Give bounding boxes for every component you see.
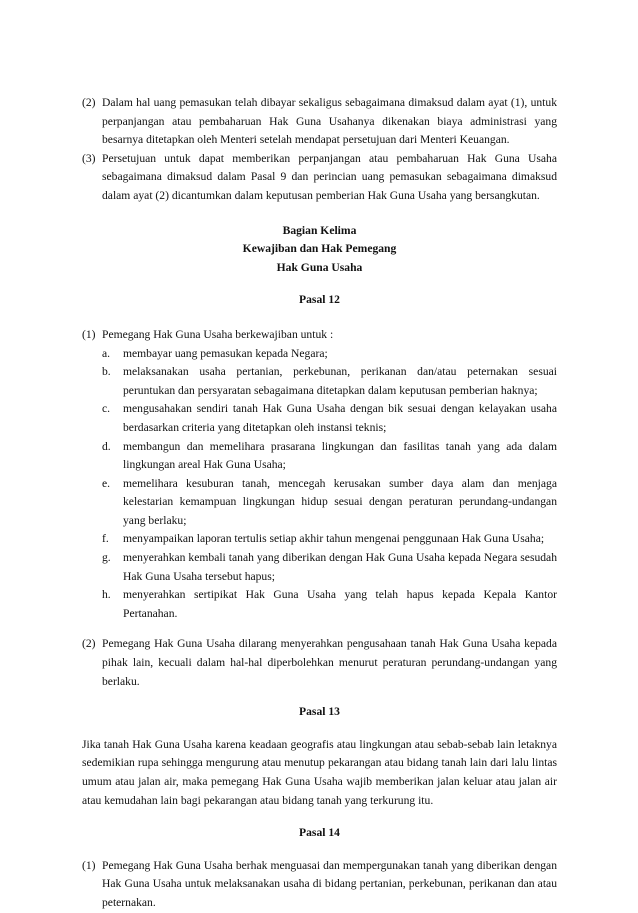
list-letter: a.	[102, 346, 111, 360]
section-title: Bagian Kelima	[282, 223, 357, 237]
section-subtitle-2: Hak Guna Usaha	[276, 260, 363, 274]
pasal-12-item-1	[82, 326, 557, 345]
list-letter: h.	[102, 588, 111, 602]
list-item-f	[102, 530, 557, 549]
list-text: melaksanakan usaha pertanian, perkebunan, perikanan dan/atau peternakan sesuai peruntukan dan persyaratan sebagaimana ditetapkan dalam keputusan pemberian haknya;	[123, 365, 557, 397]
pasal-14-item-1	[82, 857, 557, 913]
list-item-c	[102, 400, 557, 437]
pasal-12-title: Pasal 12	[299, 293, 340, 307]
section-subtitle-1: Kewajiban dan Hak Pemegang	[242, 242, 397, 256]
item-number: (2)	[82, 96, 96, 109]
pasal-12-item-2	[82, 635, 557, 691]
item-number: (1)	[82, 858, 96, 872]
pasal-14-title: Pasal 14	[299, 826, 340, 840]
list-item-a	[102, 345, 557, 364]
item-text: Dalam hal uang pemasukan telah dibayar sekaligus sebagaimana dimaksud dalam ayat (1), untuk perpanjangan atau pembaharuan Hak Guna Usahanya dikenakan biaya administrasi yang besarnya ditetapkan oleh Menteri setelah mendapat persetujuan dari Menteri Keuangan.	[102, 96, 557, 147]
item-number: (1)	[82, 327, 96, 341]
item-text: Persetujuan untuk dapat memberikan perpanjangan atau pembaharuan Hak Guna Usaha sebagaimana dimaksud dalam Pasal 9 dan perincian uang pemasukan sebagaimana dimaksud dalam ayat (2) dicantumkan dalam keputusan pemberian Hak Guna Usaha yang bersangkutan.	[102, 151, 557, 202]
item-text: Pemegang Hak Guna Usaha berhak menguasai dan mempergunakan tanah yang diberikan dengan Hak Guna Usaha untuk melaksanakan usaha di bidang pertanian, perkebunan, perikanan dan atau peternakan.	[102, 858, 557, 909]
document-page	[82, 94, 557, 913]
list-text: membangun dan memelihara prasarana lingkungan dan fasilitas tanah yang ada dalam lingkungan areal Hak Guna Usaha;	[123, 439, 557, 472]
item-number: (3)	[82, 151, 96, 165]
list-text: mengusahakan sendiri tanah Hak Guna Usaha dengan bik sesuai dengan kelayakan usaha berdasarkan criteria yang ditetapkan oleh instansi teknis;	[123, 402, 557, 434]
item-text: Pemegang Hak Guna Usaha berkewajiban untuk :	[102, 327, 334, 341]
list-letter: f.	[102, 532, 109, 546]
list-item-e	[102, 475, 557, 531]
list-letter: g.	[102, 551, 111, 565]
list-letter: b.	[102, 365, 111, 379]
list-item-b	[102, 363, 557, 400]
pasal-13-text: Jika tanah Hak Guna Usaha karena keadaan geografis atau lingkungan atau sebab-sebab lain letaknya sedemikian rupa sehingga mengurung atau menutup pekarangan atau bidang tanah lain dari lalu lintas umum atau jalan air, maka pemegang Hak Guna Usaha wajib memberikan jalan keluar atau jalan air atau kemudahan lain bagi pekarangan atau bidang tanah yang terkurung itu.	[82, 737, 557, 807]
list-item-h	[102, 586, 557, 623]
paragraph-3	[82, 150, 557, 206]
list-letter: d.	[102, 439, 111, 453]
list-letter: e.	[102, 476, 111, 490]
pasal-13-title: Pasal 13	[299, 705, 340, 719]
list-text: menyerahkan kembali tanah yang diberikan dengan Hak Guna Usaha kepada Negara sesudah Hak Guna Usaha tersebut hapus;	[123, 551, 557, 583]
item-number: (2)	[82, 637, 96, 651]
list-text: memelihara kesuburan tanah, mencegah kerusakan sumber daya alam dan menjaga kelestarian kemampuan lingkungan hidup sesuai dengan peraturan perundang-undangan yang berlaku;	[123, 476, 557, 527]
list-text: menyampaikan laporan tertulis setiap akhir tahun mengenai penggunaan Hak Guna Usaha;	[123, 532, 545, 546]
list-item-d	[102, 438, 557, 475]
list-text: membayar uang pemasukan kepada Negara;	[123, 346, 328, 360]
list-item-g	[102, 549, 557, 586]
list-text: menyerahkan sertipikat Hak Guna Usaha yang telah hapus kepada Kepala Kantor Pertanahan.	[123, 588, 557, 620]
paragraph-2	[82, 94, 557, 150]
list-letter: c.	[102, 402, 111, 416]
item-text: Pemegang Hak Guna Usaha dilarang menyerahkan pengusahaan tanah Hak Guna Usaha kepada pihak lain, kecuali dalam hal-hal diperbolehkan menurut peraturan perundang-undangan yang berlaku.	[102, 637, 557, 688]
